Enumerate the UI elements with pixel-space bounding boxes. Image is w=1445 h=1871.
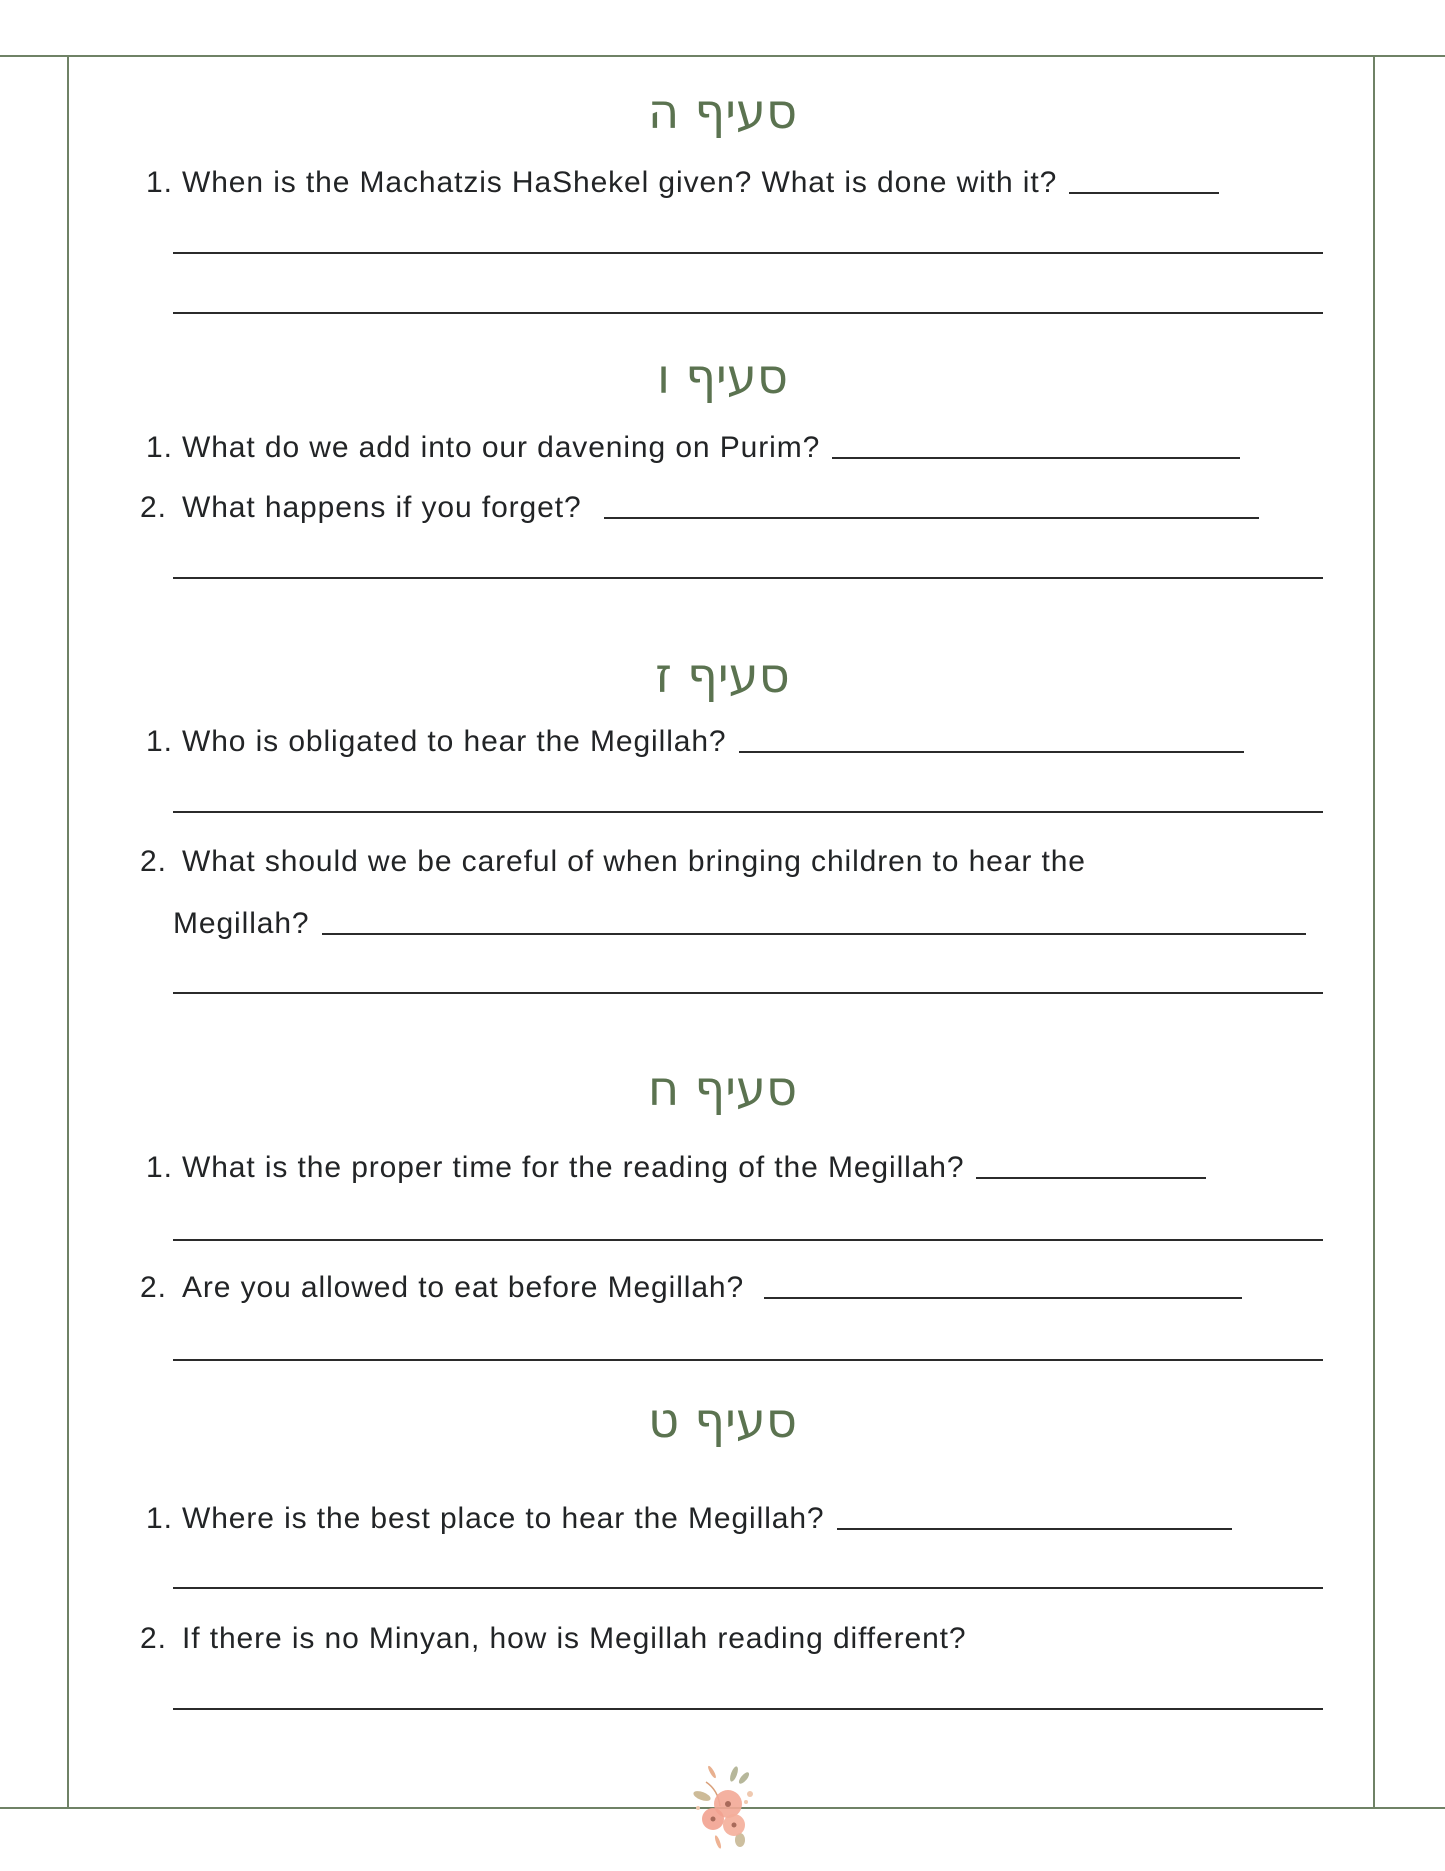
question-text: What do we add into our davening on Purim? <box>182 431 821 464</box>
section-heading-zayin: סעיף ז <box>655 648 790 704</box>
question-number: 1. <box>146 1502 173 1535</box>
question-number: 1. <box>146 431 173 464</box>
question-row <box>146 165 1219 201</box>
answer-line[interactable] <box>173 577 1323 579</box>
question-row <box>146 430 1240 466</box>
section-heading-tet: סעיף ט <box>647 1393 797 1449</box>
answer-blank[interactable] <box>764 1297 1242 1299</box>
question-row <box>146 1150 1206 1186</box>
right-border-line <box>1373 56 1375 1808</box>
answer-line[interactable] <box>173 1359 1323 1361</box>
section-heading-vav: סעיף ו <box>657 349 788 405</box>
question-row <box>146 1501 1232 1537</box>
answer-line[interactable] <box>173 1239 1323 1241</box>
answer-line[interactable] <box>173 811 1323 813</box>
answer-line[interactable] <box>173 252 1323 254</box>
answer-blank[interactable] <box>604 517 1259 519</box>
floral-ornament-icon <box>688 1762 762 1854</box>
answer-blank[interactable] <box>739 751 1244 753</box>
question-number: 2. <box>140 1622 167 1655</box>
answer-line[interactable] <box>173 312 1323 314</box>
answer-blank[interactable] <box>837 1528 1232 1530</box>
question-row <box>140 844 1086 880</box>
answer-blank[interactable] <box>832 457 1240 459</box>
answer-blank[interactable] <box>1069 192 1219 194</box>
question-row <box>140 1621 966 1657</box>
question-continuation-row <box>173 906 1306 942</box>
answer-line[interactable] <box>173 992 1323 994</box>
question-number: 2. <box>140 1271 167 1304</box>
question-text-continuation: Megillah? <box>173 907 310 940</box>
answer-line[interactable] <box>173 1587 1323 1589</box>
question-text: What should we be careful of when bringing children to hear the <box>182 845 1086 878</box>
question-text: If there is no Minyan, how is Megillah reading different? <box>182 1622 967 1655</box>
question-text: What happens if you forget? <box>182 491 582 524</box>
question-text: Who is obligated to hear the Megillah? <box>182 725 727 758</box>
top-border-line <box>0 55 1445 57</box>
question-text: Are you allowed to eat before Megillah? <box>182 1271 745 1304</box>
question-text: When is the Machatzis HaShekel given? What is done with it? <box>182 166 1058 199</box>
question-row <box>140 1270 1242 1306</box>
question-number: 2. <box>140 845 167 878</box>
left-border-line <box>67 56 69 1808</box>
question-row <box>146 724 1244 760</box>
question-text: Where is the best place to hear the Megillah? <box>182 1502 825 1535</box>
question-number: 1. <box>146 166 173 199</box>
section-heading-he: סעיף ה <box>647 84 798 140</box>
question-number: 1. <box>146 1151 173 1184</box>
question-row <box>140 490 1259 526</box>
section-heading-chet: סעיף ח <box>647 1061 798 1117</box>
answer-blank[interactable] <box>976 1177 1206 1179</box>
answer-line[interactable] <box>173 1708 1323 1710</box>
question-number: 1. <box>146 725 173 758</box>
question-text: What is the proper time for the reading of the Megillah? <box>182 1151 965 1184</box>
answer-blank[interactable] <box>322 933 1306 935</box>
question-number: 2. <box>140 491 167 524</box>
